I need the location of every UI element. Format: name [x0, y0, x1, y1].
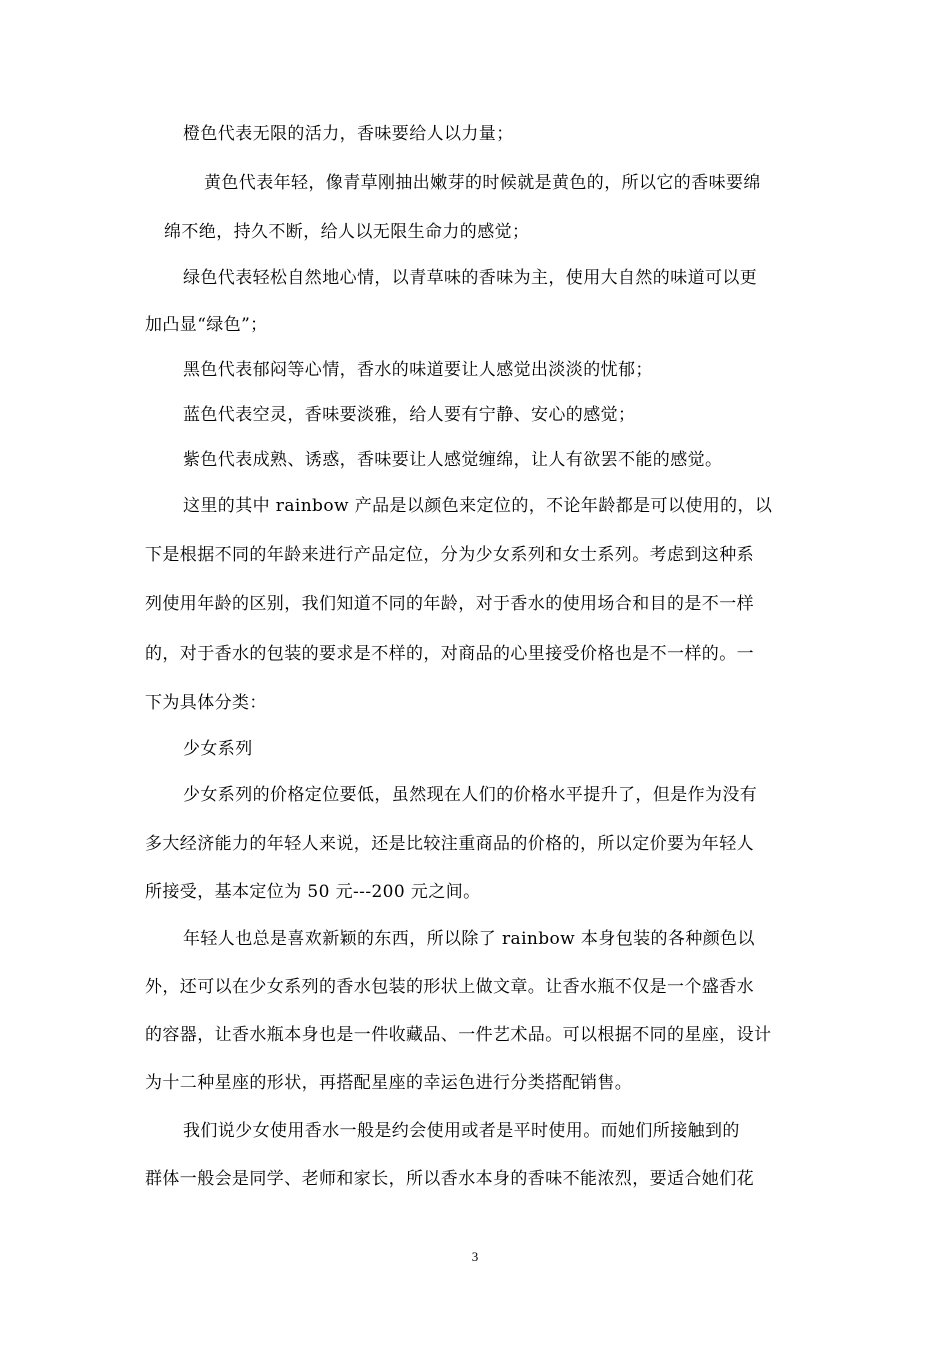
text-line: 的，对于香水的包装的要求是不样的，对商品的心里接受价格也是不一样的。一	[145, 644, 754, 664]
page-number: 3	[471, 1249, 479, 1264]
text-line: 紫色代表成熟、诱惑，香味要让人感觉缠绵，让人有欲罢不能的感觉。	[183, 450, 723, 470]
text-line: 黑色代表郁闷等心情，香水的味道要让人感觉出淡淡的忧郁；	[183, 360, 653, 380]
text-line: 橙色代表无限的活力，香味要给人以力量；	[183, 124, 514, 144]
text-line: 蓝色代表空灵，香味要淡雅，给人要有宁静、安心的感觉；	[183, 405, 636, 425]
text-line: 绿色代表轻松自然地心情，以青草味的香味为主，使用大自然的味道可以更	[183, 268, 758, 288]
text-line: 为十二种星座的形状，再搭配星座的幸运色进行分类搭配销售。	[145, 1073, 633, 1093]
text-line: 外，还可以在少女系列的香水包装的形状上做文章。让香水瓶不仅是一个盛香水	[145, 977, 754, 997]
section-heading: 少女系列	[183, 739, 253, 759]
text-line: 的容器，让香水瓶本身也是一件收藏品、一件艺术品。可以根据不同的星座，设计	[145, 1025, 772, 1045]
text-line: 下为具体分类：	[145, 693, 267, 713]
text-line: 我们说少女使用香水一般是约会使用或者是平时使用。而她们所接触到的	[183, 1121, 740, 1141]
text-line: 黄色代表年轻，像青草刚抽出嫩芽的时候就是黄色的，所以它的香味要绵	[204, 173, 761, 193]
text-line: 列使用年龄的区别，我们知道不同的年龄，对于香水的使用场合和目的是不一样	[145, 594, 754, 614]
text-line: 这里的其中 rainbow 产品是以颜色来定位的，不论年龄都是可以使用的，以	[183, 496, 773, 516]
text-line: 少女系列的价格定位要低，虽然现在人们的价格水平提升了，但是作为没有	[183, 785, 758, 805]
text-line: 绵不绝，持久不断，给人以无限生命力的感觉；	[164, 222, 530, 242]
text-line: 群体一般会是同学、老师和家长，所以香水本身的香味不能浓烈，要适合她们花	[145, 1169, 754, 1189]
text-line: 下是根据不同的年龄来进行产品定位，分为少女系列和女士系列。考虑到这种系	[145, 545, 754, 565]
text-line: 加凸显“绿色”；	[145, 315, 268, 335]
text-line: 所接受，基本定位为 50 元---200 元之间。	[145, 882, 481, 902]
text-line: 年轻人也总是喜欢新颖的东西，所以除了 rainbow 本身包装的各种颜色以	[183, 929, 755, 949]
text-line: 多大经济能力的年轻人来说，还是比较注重商品的价格的，所以定价要为年轻人	[145, 834, 754, 854]
